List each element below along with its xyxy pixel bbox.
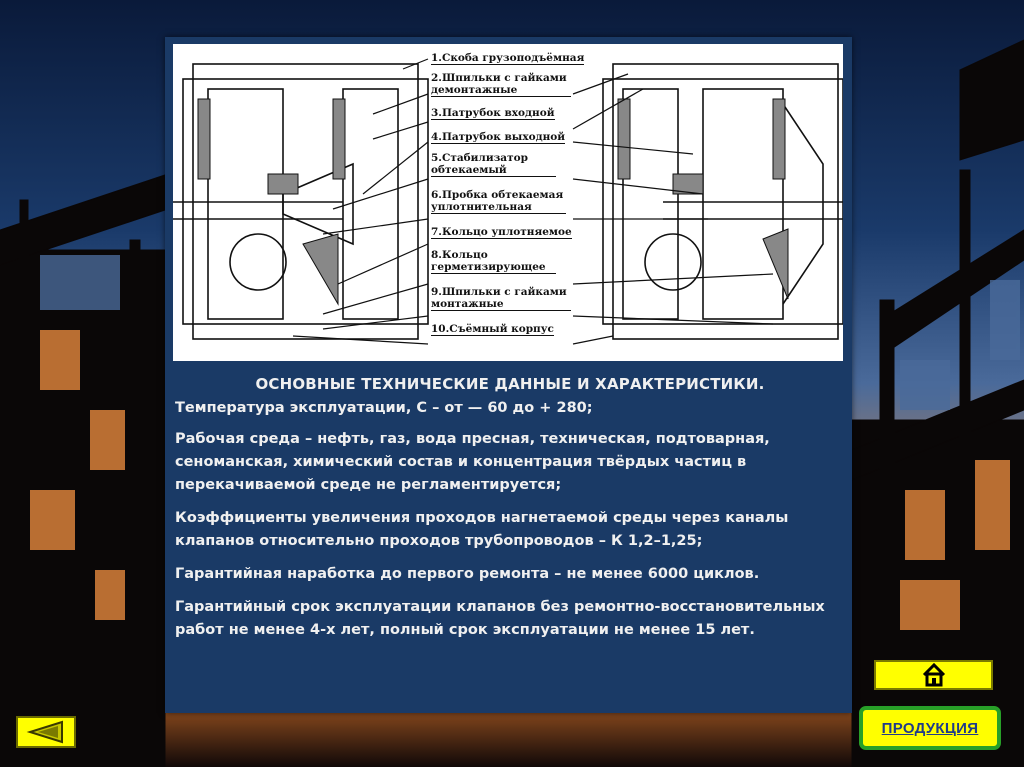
products-button-label: ПРОДУКЦИЯ bbox=[881, 719, 979, 737]
home-icon bbox=[921, 662, 947, 688]
spec-working-medium: Рабочая среда – нефть, газ, вода пресная, техническая, подтоварная, сеноманская, химический состав и концентрация твёрдых частиц в перекачиваемой среде не регламентируется; bbox=[175, 431, 770, 493]
specifications-heading: ОСНОВНЫЕ ТЕХНИЧЕСКИЕ ДАННЫЕ И ХАРАКТЕРИСТИКИ. bbox=[255, 375, 765, 393]
spec-operating-cycles: Гарантийная наработка до первого ремонта – не менее 6000 циклов. bbox=[175, 566, 760, 582]
spec-flow-coefficient: Коэффициенты увеличения проходов нагнетаемой среды через каналы клапанов относительно проходов трубопроводов – К 1,2–1,25; bbox=[175, 510, 789, 549]
diagram-label-8: 8.Кольцо герметизирующее bbox=[431, 249, 556, 274]
diagram-label-4: 4.Патрубок выходной bbox=[431, 131, 566, 143]
diagram-label-3: 3.Патрубок входной bbox=[431, 107, 555, 119]
triangle-left-icon bbox=[24, 720, 68, 744]
diagram-label-10: 10.Съёмный корпус bbox=[431, 323, 554, 335]
diagram-label-1: 1.Скоба грузоподъёмная bbox=[431, 52, 585, 64]
home-button[interactable] bbox=[874, 660, 993, 690]
products-button[interactable] bbox=[859, 706, 1001, 750]
back-button[interactable] bbox=[16, 716, 76, 748]
valve-diagram bbox=[173, 44, 843, 361]
content-panel bbox=[165, 37, 852, 713]
diagram-label-6: 6.Пробка обтекаемая уплотнительная bbox=[431, 189, 566, 214]
specifications-text bbox=[175, 375, 845, 652]
diagram-label-5: 5.Стабилизатор обтекаемый bbox=[431, 152, 556, 177]
diagram-label-7: 7.Кольцо уплотняемое bbox=[431, 226, 572, 238]
diagram-label-9: 9.Шпильки с гайками монтажные bbox=[431, 286, 571, 311]
spec-temperature: Температура эксплуатации, С – от — 60 до + 280; bbox=[175, 400, 593, 416]
diagram-label-2: 2.Шпильки с гайками демонтажные bbox=[431, 72, 571, 97]
spec-service-life: Гарантийный срок эксплуатации клапанов без ремонтно-восстановительных работ не менее 4-х лет, полный срок эксплуатации не менее 15 лет. bbox=[175, 599, 825, 638]
